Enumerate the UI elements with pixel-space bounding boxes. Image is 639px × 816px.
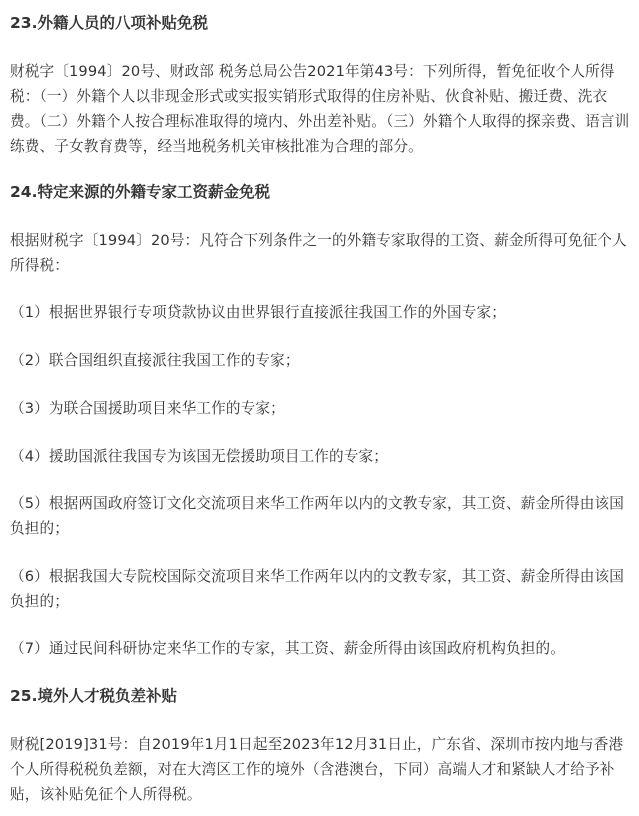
section-25-body: 财税[2019]31号：自2019年1月1日起至2023年12月31日止，广东省、深圳市按内地与香港个人所得税税负差额，对在大湾区工作的境外（含港澳台，下同）高端人才和紧缺人才给予补贴，该补贴免征个人所得税。	[10, 736, 624, 803]
section-24-item-7	[10, 636, 632, 661]
section-23-body: 财税字〔1994〕20号、财政部 税务总局公告2021年第43号：下列所得，暂免征收个人所得税：（一）外籍个人以非现金形式或实报实销形式取得的住房补贴、伙食补贴、搬迁费、洗衣费。（二）外籍个人按合理标准取得的境内、外出差补贴。（三）外籍个人取得的探亲费、语言训练费、子女教育费等，经当地税务机关审核批准为合理的部分。	[10, 63, 630, 155]
list-item: （7）通过民间科研协定来华工作的专家，其工资、薪金所得由该国政府机构负担的。	[10, 640, 565, 657]
section-24-item-5	[10, 491, 632, 541]
section-24	[10, 180, 632, 204]
list-item: （1）根据世界银行专项贷款协议由世界银行直接派往我国工作的外国专家；	[10, 304, 506, 321]
list-item: （6）根据我国大专院校国际交流项目来华工作两年以内的文教专家，其工资、薪金所得由该国负担的；	[10, 568, 624, 610]
section-24-item-6	[10, 564, 632, 614]
list-item: （4）援助国派往我国专为该国无偿援助项目工作的专家；	[10, 448, 389, 465]
section-24-item-4	[10, 444, 632, 469]
section-23	[10, 11, 632, 35]
section-24-item-3	[10, 396, 632, 421]
section-24-intro: 根据财税字〔1994〕20号：凡符合下列条件之一的外籍专家取得的工资、薪金所得可免征个人所得税：	[10, 232, 627, 274]
section-23-heading: 23.外籍人员的八项补贴免税	[10, 14, 208, 32]
list-item: （3）为联合国援助项目来华工作的专家；	[10, 400, 285, 417]
section-24-item-2	[10, 348, 632, 373]
section-24-item-1	[10, 300, 632, 325]
section-25-heading: 25.境外人才税负差补贴	[10, 687, 177, 705]
section-25	[10, 684, 632, 708]
list-item: （5）根据两国政府签订文化交流项目来华工作两年以内的文教专家，其工资、薪金所得由该国负担的；	[10, 495, 624, 537]
list-item: （2）联合国组织直接派往我国工作的专家；	[10, 352, 300, 369]
section-23-body-block	[10, 59, 632, 159]
section-24-intro-block	[10, 228, 632, 278]
section-24-heading: 24.特定来源的外籍专家工资薪金免税	[10, 183, 270, 201]
section-25-body-block	[10, 732, 632, 807]
